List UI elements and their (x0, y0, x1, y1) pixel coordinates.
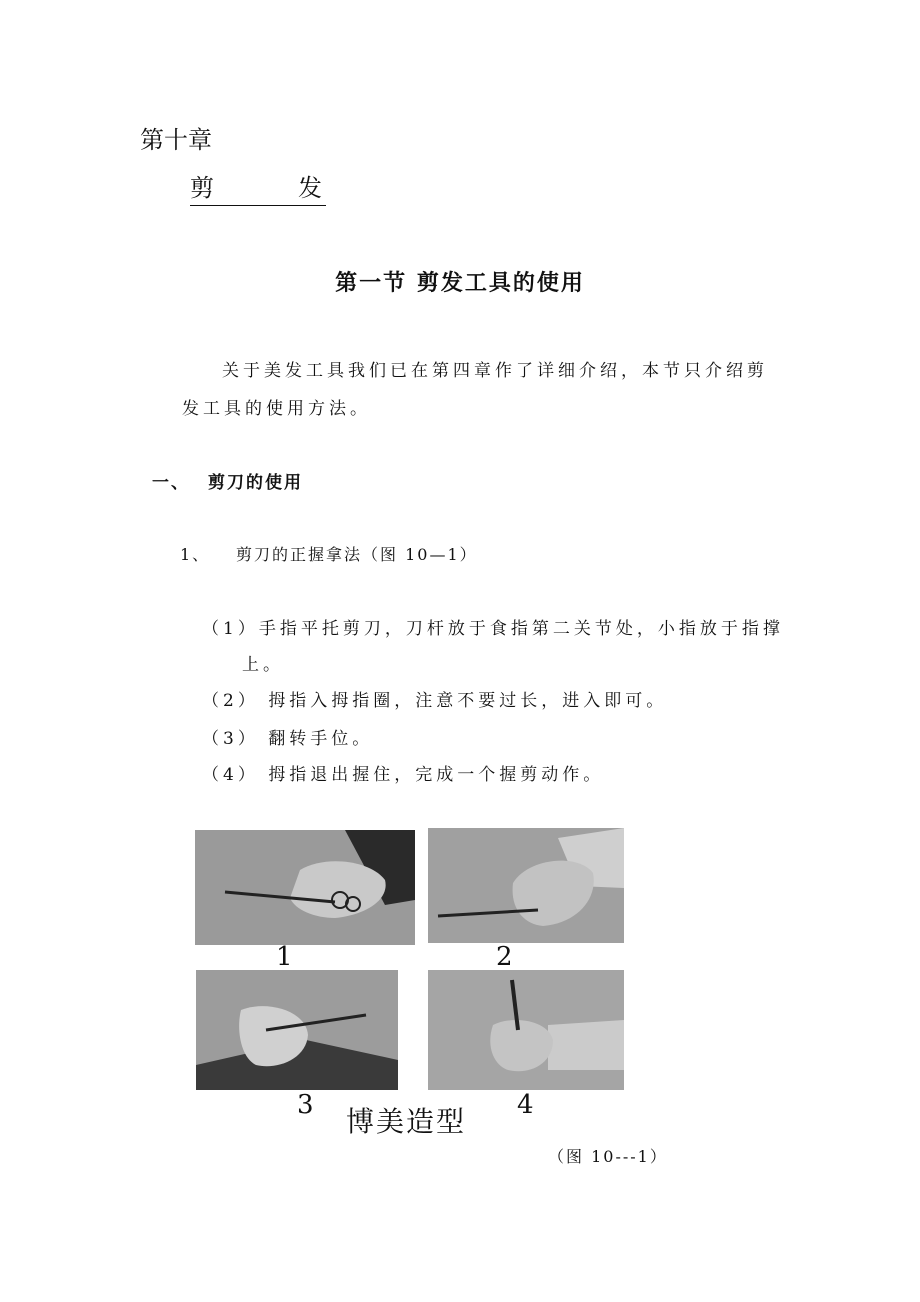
heading-level-2 (180, 542, 478, 565)
photo-scissor-grip-2 (428, 828, 624, 943)
figure-caption: （图 10---1） (548, 1147, 668, 1166)
heading-1-text: 剪刀的使用 (208, 473, 303, 493)
photo-label-2: 2 (496, 942, 513, 972)
step-4: （4） 拇指退出握住，完成一个握剪动作。 (202, 765, 605, 785)
figure-brand-text: 博美造型 (346, 1105, 467, 1138)
heading-2-number: 1、 (180, 545, 211, 564)
heading-1-number: 一、 (152, 473, 190, 493)
intro-line-1: 关于美发工具我们已在第四章作了详细介绍，本节只介绍剪 (222, 361, 768, 381)
photo-label-4: 4 (517, 1090, 534, 1120)
chapter-title: 剪 发 (190, 168, 326, 206)
heading-2-text: 剪刀的正握拿法（图 10—1） (236, 545, 478, 564)
photo-label-3: 3 (297, 1090, 314, 1120)
step-2: （2） 拇指入拇指圈，注意不要过长，进入即可。 (202, 691, 668, 711)
intro-line-2: 发工具的使用方法。 (182, 399, 371, 419)
section-title: 第一节 剪发工具的使用 (335, 271, 585, 296)
photo-label-1: 1 (276, 942, 293, 972)
photo-scissor-grip-1 (195, 830, 415, 945)
step-1-line-2: 上。 (242, 655, 284, 675)
heading-level-1 (152, 468, 303, 493)
step-3: （3） 翻转手位。 (202, 729, 374, 749)
photo-scissor-grip-4 (428, 970, 624, 1090)
chapter-number: 第十章 (140, 126, 212, 154)
step-1-line-1: （1）手指平托剪刀，刀杆放于食指第二关节处，小指放于指撑 (202, 619, 784, 639)
photo-scissor-grip-3 (196, 970, 398, 1090)
